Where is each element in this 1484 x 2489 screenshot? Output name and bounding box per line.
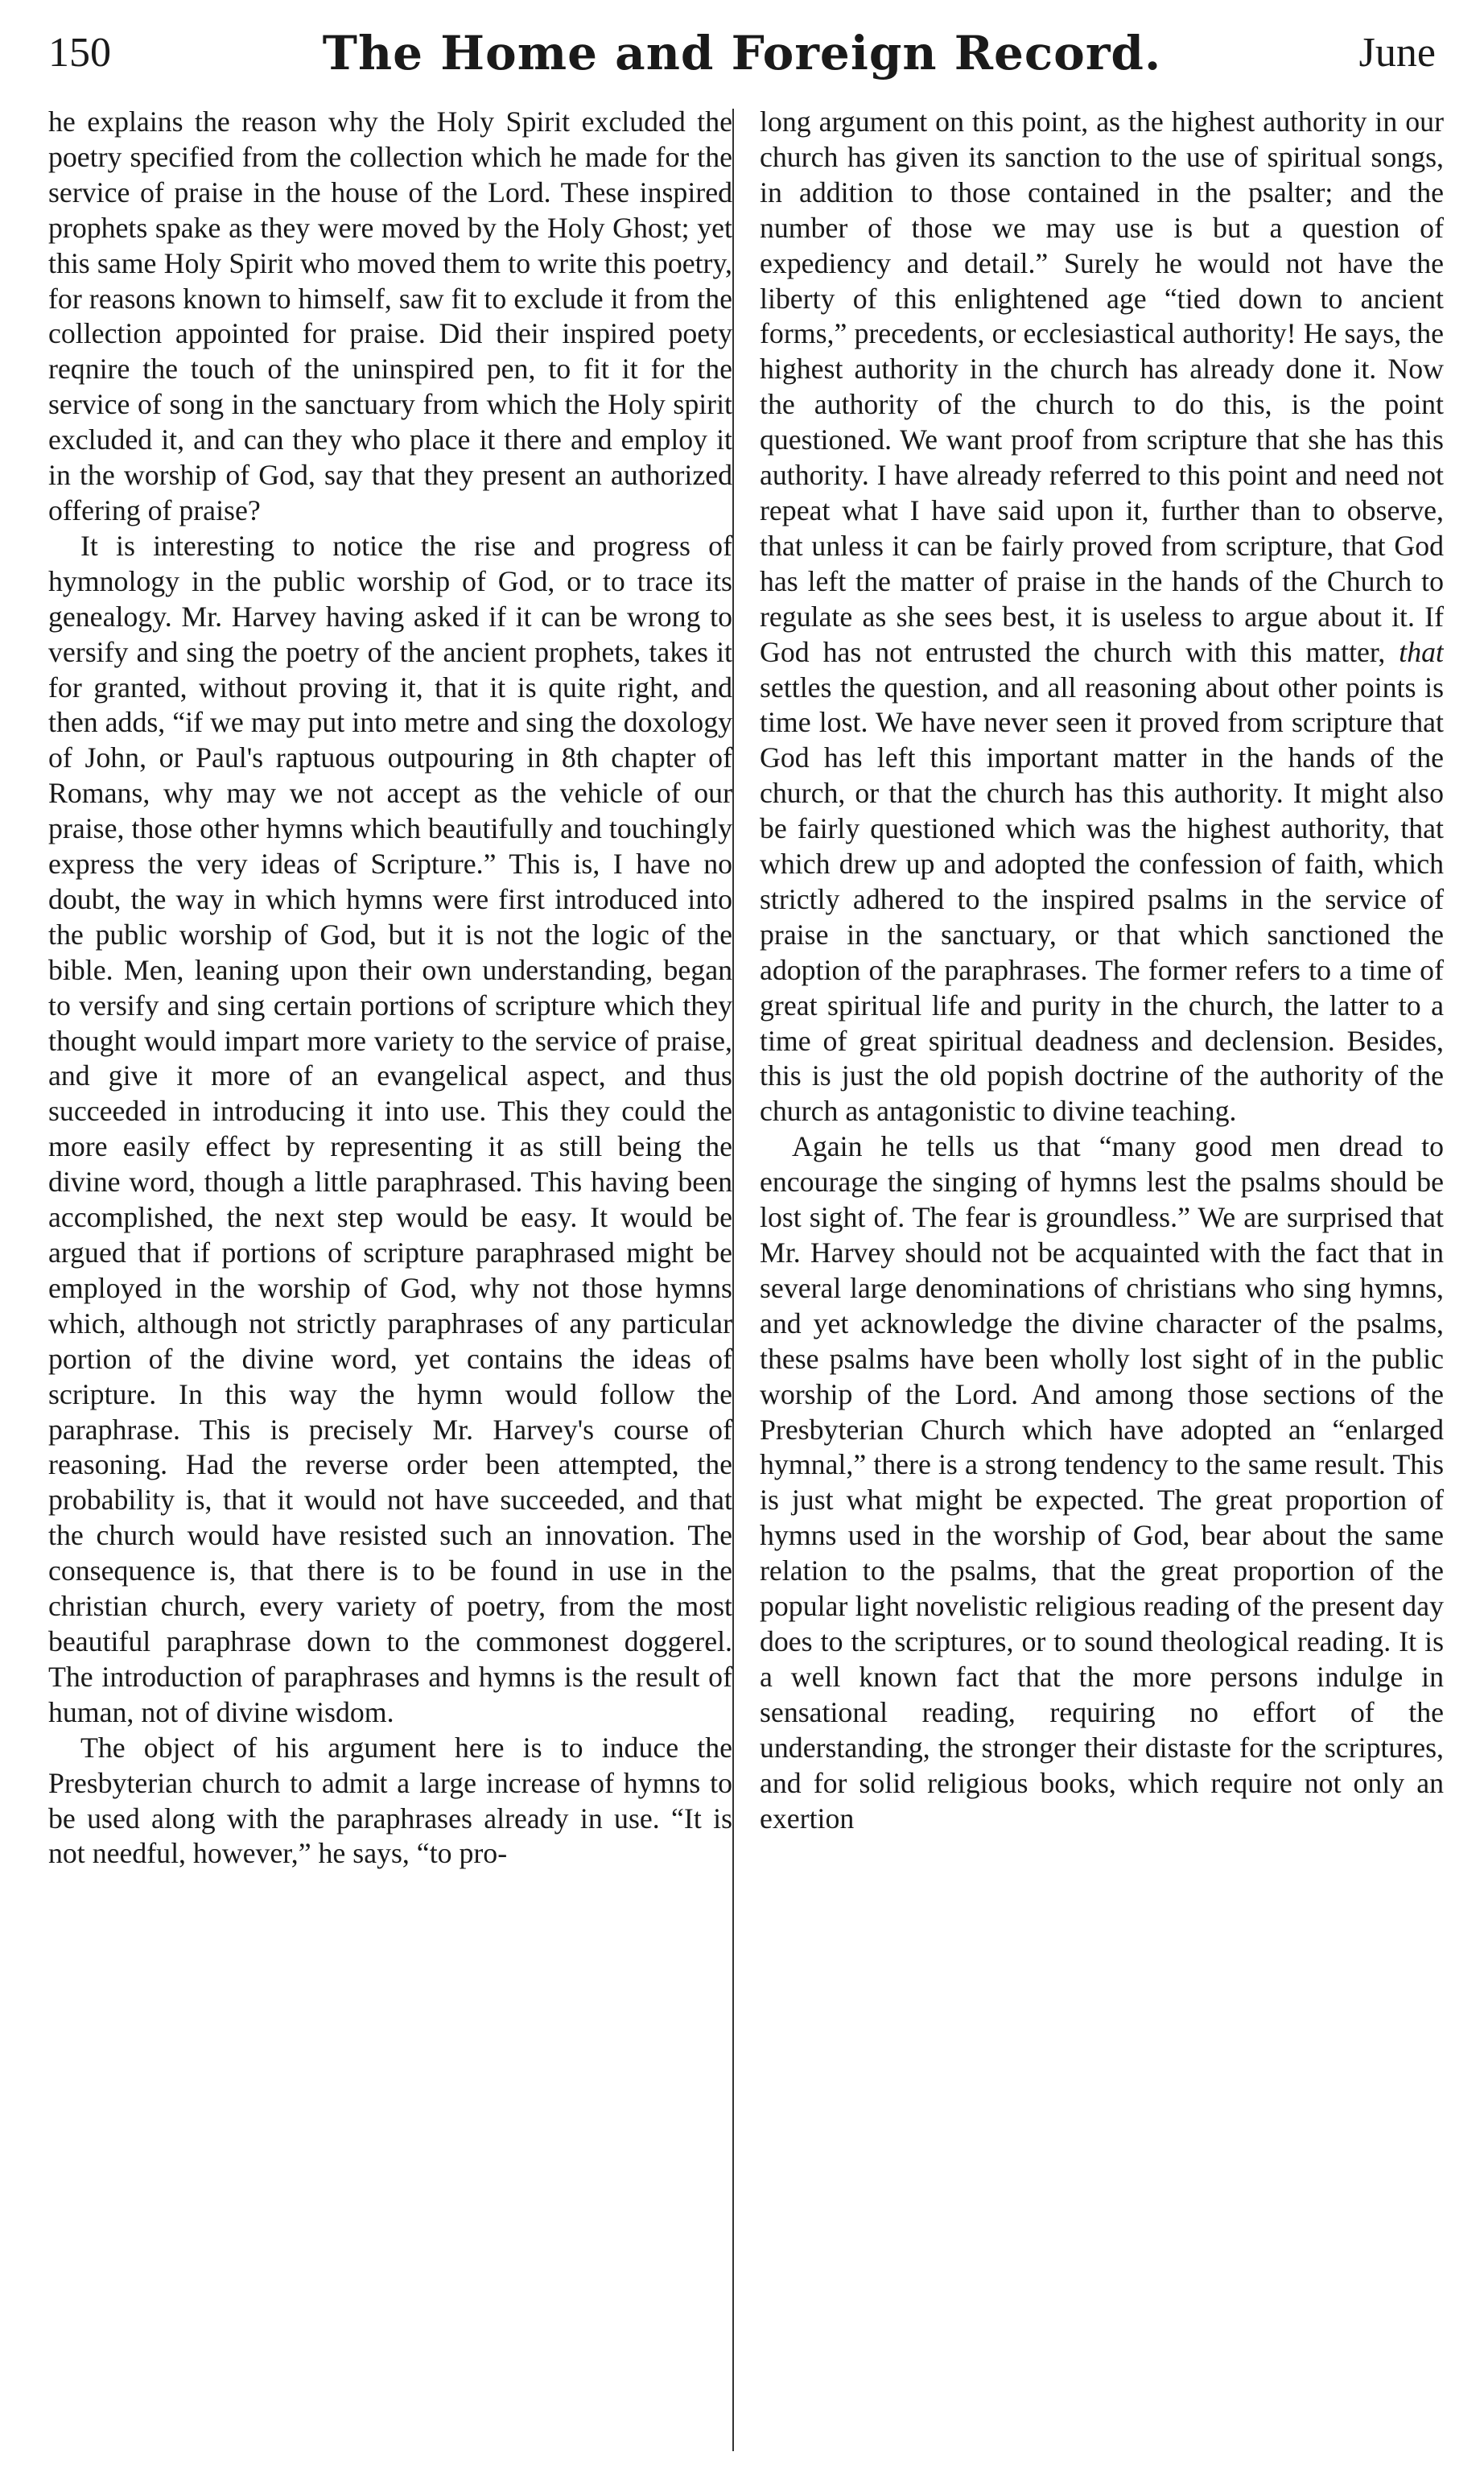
right-column <box>760 105 1444 2455</box>
running-header <box>48 21 1436 93</box>
left-paragraph-1: he explains the reason why the Holy Spirit excluded the poetry specified from the collection which he made for the service of praise in the house of the Lord. These inspired prophets spake as they were moved by the Holy Ghost; yet this same Holy Spirit who moved them to write this poetry, for reasons known to himself, saw fit to exclude it from the collection appointed for praise. Did their inspired poety reqnire the touch of the uninspired pen, to fit it for the service of song in the sanctuary from which the Holy spirit excluded it, and can they who place it there and employ it in the worship of God, say that they present an authorized offering of praise? <box>48 105 732 526</box>
left-paragraph-2: It is interesting to notice the rise and progress of hymnology in the public worship of God, or to trace its genealogy. Mr. Harvey having asked if it can be wrong to versify and sing the poetry of the ancient prophets, takes it for granted, without proving it, that it is quite right, and then adds, “if we may put into metre and sing the doxology of John, or Paul's raptuous outpouring in 8th chapter of Romans, why may we not accept as the vehicle of our praise, those other hymns which beautifully and touchingly express the very ideas of Scripture.” This is, I have no doubt, the way in which hymns were first introduced into the public worship of God, but it is not the logic of the bible. Men, leaning upon their own understanding, began to versify and sing certain portions of scripture which they thought would impart more variety to the service of praise, and give it more of an evangelical aspect, and thus succeeded in introducing it into use. This they could the more easily effect by representing it as still being the divine word, though a little paraphrased. This having been accomplished, the next step would be easy. It would be argued that if portions of scripture paraphrased might be employed in the worship of God, why not those hymns which, although not strictly paraphrases of any particular portion of the divine word, yet contains the ideas of scripture. In this way the hymn would follow the paraphrase. This is precisely Mr. Harvey's course of reasoning. Had the reverse order been attempted, the probability is, that it would not have succeeded, and that the church would have resisted such an innovation. The consequence is, that there is to be found in use in the christian church, every variety of poetry, from the most beautiful paraphrase down to the commonest doggerel. The introduction of paraphrases and hymns is the result of human, not of divine wisdom. <box>48 529 732 1728</box>
emphasized-word: that <box>1399 635 1444 668</box>
left-paragraph-3: The object of his argument here is to induce the Presbyterian church to admit a large increase of hymns to be used along with the paraphrases already in use. “It is not needful, however,” he says, “to pro- <box>48 1731 732 1870</box>
header-month: June <box>1358 30 1436 76</box>
right-paragraph-1 <box>760 105 1444 1129</box>
journal-title: The Home and Foreign Record. <box>322 26 1162 80</box>
left-column <box>48 105 732 2455</box>
page-number: 150 <box>48 30 111 76</box>
right-paragraph-2: Again he tells us that “many good men dread to encourage the singing of hymns lest the psalms should be lost sight of. The fear is groundless.” We are surprised that Mr. Harvey should not be acquainted with the fact that in several large denominations of christians who sing hymns, and yet acknowledge the divine character of the psalms, these psalms have been wholly lost sight of in the public worship of the Lord. And among those sections of the Presbyterian Church which have adopted an “enlarged hymnal,” there is a strong tendency to the same result. This is just what might be expected. The great proportion of hymns used in the worship of God, bear about the same relation to the psalms, that the great proportion of the popular light novelistic religious reading of the present day does to the scriptures, or to sound theological reading. It is a well known fact that the more persons indulge in sensational reading, requiring no effort of the understanding, the stronger their distaste for the scriptures, and for solid religious books, which require not only an exertion <box>760 1130 1444 1835</box>
right-paragraph-1-start: long argument on this point, as the highest authority in our church has given its sanction to the use of spiritual songs, in addition to those contained in the psalter; and the number of those we may use is but a question of expediency and detail.” Surely he would not have the liberty of this enlightened age “tied down to ancient forms,” precedents, or ecclesiastical authority! He says, the highest authority in the church has already done it. Now the authority of the church to do this, is the point questioned. We want proof from scripture that she has this authority. I have already referred to this point and need not repeat what I have said upon it, further than to observe, that unless it can be fairly proved from scripture, that God has left the matter of praise in the hands of the Church to regulate as she sees best, it is useless to argue about it. If God has not entrusted the church with this matter, <box>760 105 1444 668</box>
right-paragraph-1-end: settles the question, and all reasoning about other points is time lost. We have never seen it proved from scripture that God has left this important matter in the hands of the church, or that the church has this authority. It might also be fairly questioned which was the highest authority, that which drew up and adopted the confession of faith, which strictly adhered to the inspired psalms in the service of praise in the sanctuary, or that which sanctioned the adoption of the paraphrases. The former refers to a time of great spiritual life and purity in the church, the latter to a time of great spiritual deadness and declension. Besides, this is just the old popish doctrine of the authority of the church as antagonistic to divine teaching. <box>760 671 1444 1128</box>
column-divider <box>732 109 734 2451</box>
